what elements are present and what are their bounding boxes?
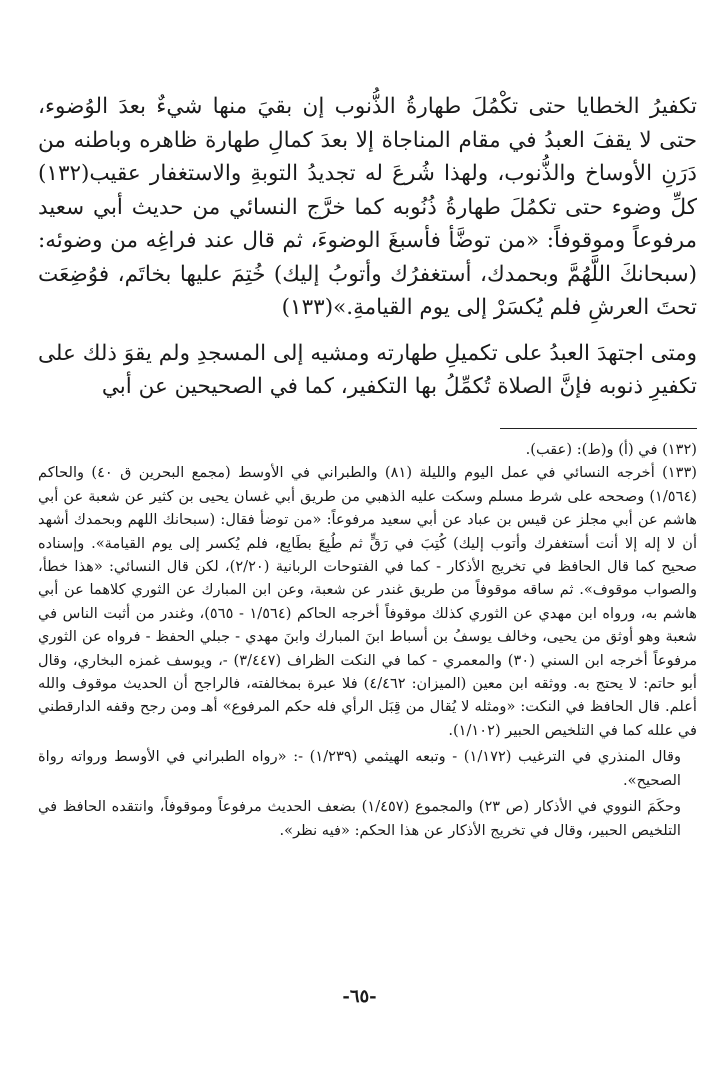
footnote-133-label: (١٣٣) — [662, 464, 697, 482]
footnotes — [38, 438, 697, 842]
footnote-133-continuation-2: وحكَمَ النووي في الأذكار (ص ٢٣) والمجموع (١/٤٥٧) بضعف الحديث مرفوعاً وموقوفاً، وانتقده الحافظ في التلخيص الحبير، وقال في تخريج الأذكار عن هذا الحكم: «فيه نظر». — [38, 798, 681, 839]
footnote-132: (١٣٢) في (أ) و(ط): (عقب). — [525, 441, 697, 458]
footnote-separator — [500, 428, 697, 429]
main-paragraph-1: تكفيرُ الخطايا حتى تكْمُلَ طهارةُ الذُّنوب إن بقيَ منها شيءٌ بعدَ الوُضوء، حتى لا يقفَ العبدُ في مقام المناجاة إلا بعدَ كمالِ طهارة ظاهره وباطنه من دَرَنِ الأوساخ والذُّنوب، ولهذا شُرعَ له تجديدُ التوبةِ والاستغفار عقيب(١٣٢) كلِّ وضوء حتى تكمُلَ طهارةُ ذُنُوبه كما خرَّج النسائي من حديث أبي سعيد مرفوعاً وموقوفاً: «من توضَّأ فأسبغَ الوضوءَ، ثم قال عند فراغِه من وضوئه: (سبحانكَ اللَّهُمَّ وبحمدك، أستغفرُك وأتوبُ إليك) خُتِمَ عليها بخاتَم، فوُضِعَت تحتَ العرشِ فلم يُكسَرْ إلى يوم القيامةِ.»(١٣٣) — [38, 94, 697, 320]
footnote-133-continuation-1: وقال المنذري في الترغيب (١/١٧٢) - وتبعه الهيثمي (١/٢٣٩) -: «رواه الطبراني في الأوسط ورواته رواة الصحيح». — [38, 748, 682, 789]
main-paragraph-2: ومتى اجتهدَ العبدُ على تكميلِ طهارته ومشيه إلى المسجدِ ولم يقوَ ذلك على تكفيرِ ذنوبه فإنَّ الصلاة تُكمِّلُ بها التكفير، كما في الصحيحين عن أبي — [38, 340, 697, 399]
footnote-133 — [38, 461, 697, 742]
page-number: -٦٥- — [342, 986, 377, 1007]
footnote-133-text: أخرجه النسائي في عمل اليوم والليلة (٨١) والطبراني في الأوسط (مجمع البحرين ق ٤٠) والحاكم (١/٥٦٤) وصححه على شرط مسلم وسكت عليه الذهبي من طريق أبي غسان يحيى بن كثير عن شعبة عن أبي هاشم عن أبي مجلز عن قيس بن عباد عن أبي سعيد مرفوعاً: «من توضأ فقال: (سبحانك اللهم وبحمدك أشهد أن لا إله إلا أنت أستغفرك وأتوب إليك) كُتِبَ في رَقٍّ ثم طُبِعَ بطَابِع، فلم يُكسر إلى يوم القيامة». وإسناده صحيح كما قال الحافظ في تخريج الأذكار - كما في الفتوحات الربانية (٢/٢٠)، لكن قال النسائي: «هذا خطأ، والصواب موقوف». ثم ساقه موقوفاً من طريق غندر عن شعبة، وعن ابن المبارك عن الثوري كلاهما عن أبي هاشم به، ورواه ابن مهدي عن الثوري كذلك موقوفاً أخرجه الحاكم (١/٥٦٤ - ٥٦٥)، وغندر من أثبت الناس في شعبة وهو أوثق من يحيى، وخالف يوسفُ بن أسباط ابنَ المبارك وابنَ مهدي - جبلي الحفظ - فرواه عن الثوري مرفوعاً أخرجه ابن السني (٣٠) والمعمري - كما في النكت الظراف (٣/٤٤٧) -، ويوسف غمزه البخاري، وقال أبو حاتم: لا يحتج به. ووثقه ابن معين (الميزان: ٤/٤٦٢) فلا عبرة بمخالفته، فالراجح أن الحديث موقوف والله أعلم. قال الحافظ في النكت: «ومثله لا يُقال من قِبَل الرأي فله حكم المرفوع» أهـ ومن رجح وقفه الدارقطني في علله كما في التلخيص الحبير (١/١٠٢). — [38, 464, 698, 739]
main-text — [38, 90, 697, 404]
